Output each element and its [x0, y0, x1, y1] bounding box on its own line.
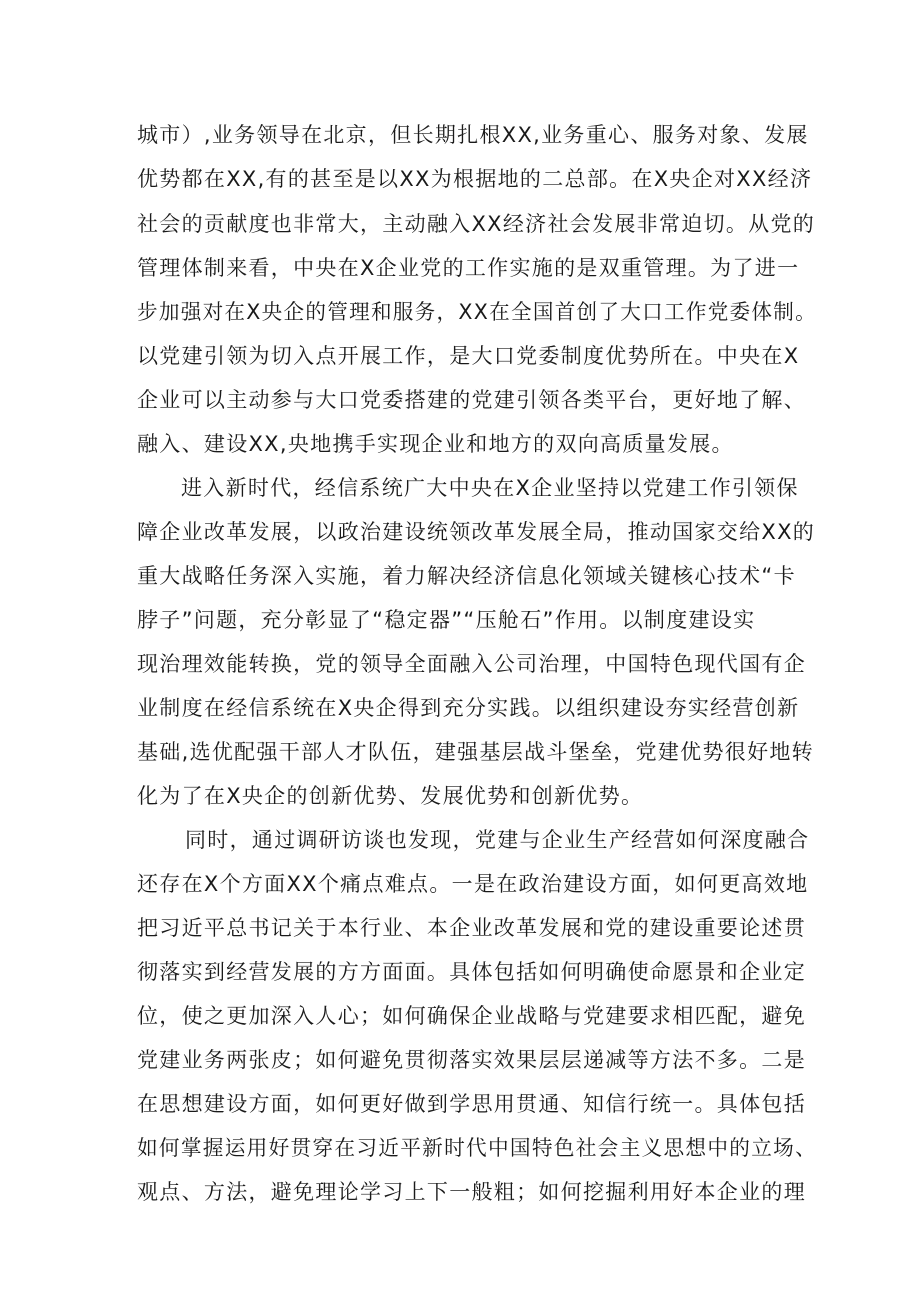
text-line: 位，使之更加深入人心；如何确保企业战略与党建要求相匹配，避免 [137, 1004, 806, 1028]
text-line: 融入、建设XX,央地携手实现企业和地方的双向高质量发展。 [137, 432, 734, 456]
text-line: 党建业务两张皮；如何避免贯彻落实效果层层递减等方法不多。二是 [137, 1048, 806, 1072]
text-line: 如何掌握运用好贯穿在习近平新时代中国特色社会主义思想中的立场、 [137, 1136, 817, 1160]
text-line: 观点、方法，避免理论学习上下一般粗；如何挖掘利用好本企业的理 [137, 1180, 806, 1204]
text-line: 还存在X个方面XX个痛点难点。一是在政治建设方面，如何更高效地 [137, 872, 809, 896]
text-line: 社会的贡献度也非常大，主动融入XX经济社会发展非常迫切。从党的 [137, 212, 816, 236]
text-line: 化为了在X央企的创新优势、发展优势和创新优势。 [137, 784, 644, 808]
text-line: 在思想建设方面，如何更好做到学思用贯通、知信行统一。具体包括 [137, 1092, 806, 1116]
text-line: 基础,选优配强干部人才队伍，建强基层战斗堡垒，党建优势很好地转 [137, 740, 814, 764]
text-line: 重大战略任务深入实施，着力解决经济信息化领域关键核心技术“卡 [137, 564, 796, 588]
paragraph-first-line: 进入新时代，经信系统广大中央在X企业坚持以党建工作引领保 [181, 476, 799, 500]
text-line: 业制度在经信系统在X央企得到充分实践。以组织建设夯实经营创新 [137, 696, 800, 720]
text-line: 障企业改革发展，以政治建设统领改革发展全局，推动国家交给XX的 [137, 520, 816, 544]
text-line: 步加强对在X央企的管理和服务，XX在全国首创了大口工作党委体制。 [137, 300, 817, 324]
text-line: 脖子”问题，充分彰显了“稳定器”“压舱石”作用。以制度建设实 [137, 608, 756, 632]
text-line: 以党建引领为切入点开展工作，是大口党委制度优势所在。中央在X [137, 344, 800, 368]
text-line: 现治理效能转换，党的领导全面融入公司治理，中国特色现代国有企 [137, 652, 806, 676]
text-line: 管理体制来看，中央在X企业党的工作实施的是双重管理。为了进一 [137, 256, 800, 280]
text-line: 把习近平总书记关于本行业、本企业改革发展和党的建设重要论述贯 [137, 916, 806, 940]
text-line: 优势都在XX,有的甚至是以XX为根据地的二总部。在X央企对XX经济 [137, 167, 813, 191]
text-line: 城市）,业务领导在北京，但长期扎根XX,业务重心、服务对象、发展 [137, 123, 809, 147]
text-line: 彻落实到经营发展的方方面面。具体包括如何明确使命愿景和企业定 [137, 960, 806, 984]
text-line: 企业可以主动参与大口党委搭建的党建引领各类平台，更好地了解、 [137, 388, 806, 412]
paragraph-first-line: 同时，通过调研访谈也发现，党建与企业生产经营如何深度融合 [185, 828, 810, 852]
